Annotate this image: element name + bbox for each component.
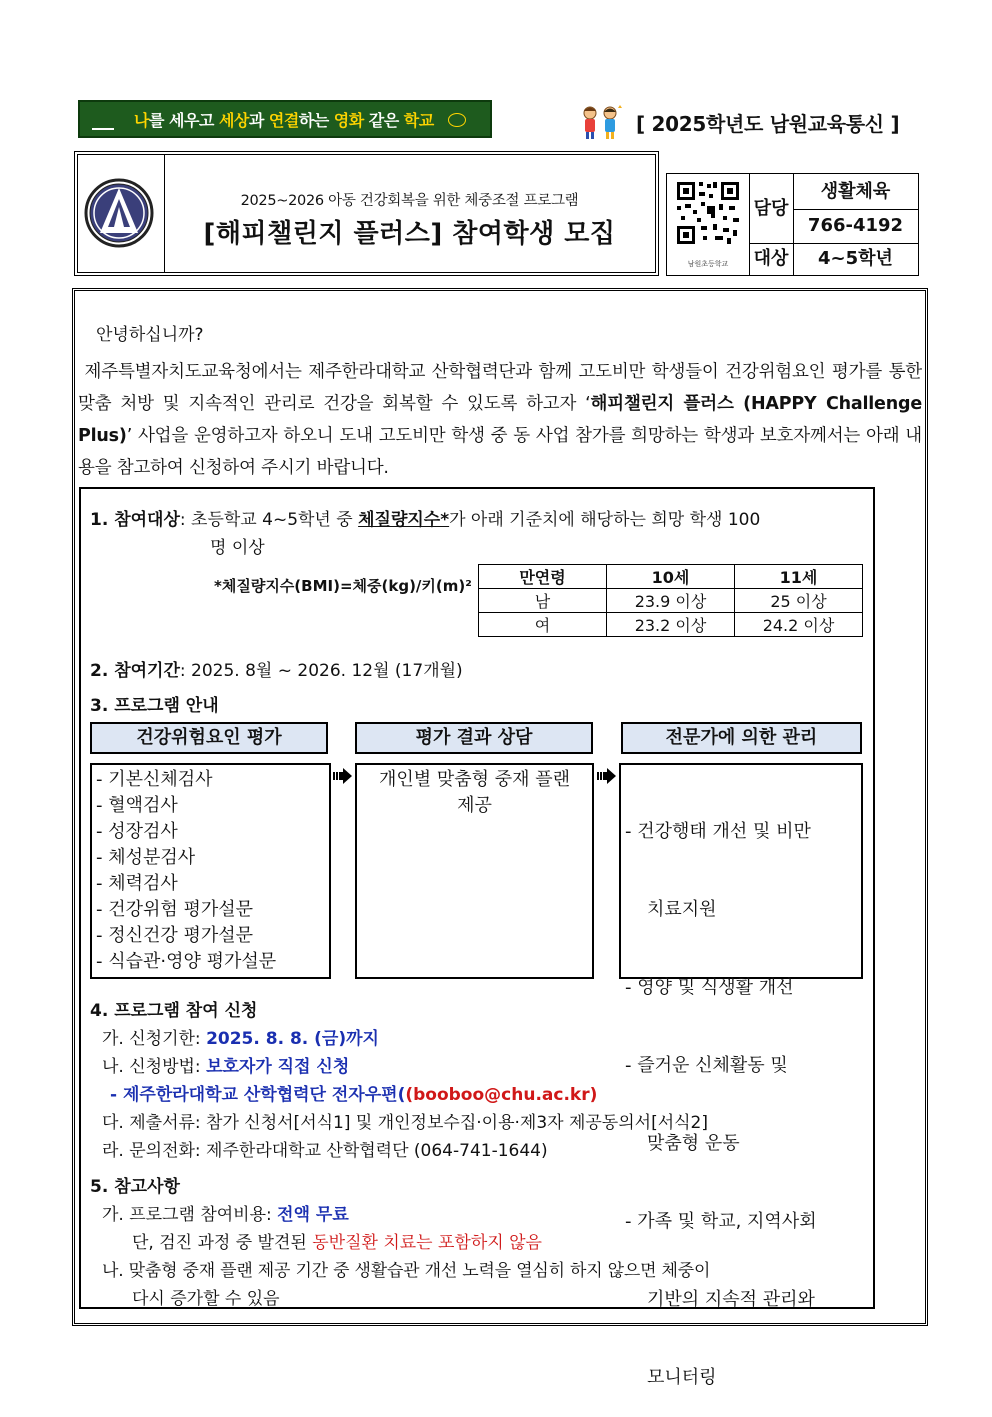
application-email: - 제주한라대학교 산학협력단 전자우편((booboo@chu.ac.kr): [110, 1085, 598, 1105]
arrow-right-icon: [333, 768, 353, 784]
table-cell: 24.2 이상: [735, 613, 863, 637]
section-5-heading: 5. 참고사항: [90, 1177, 180, 1197]
contact-info-box: [666, 173, 919, 276]
newsletter-title: [ 2025학년도 남원교육통신 ]: [636, 112, 900, 136]
list-item: - 기본신체검사: [96, 769, 213, 790]
section-2: 2. 참여기간: 2025. 8월 ~ 2026. 12월 (17개월): [90, 661, 463, 681]
list-item: - 정신건강 평가설문: [96, 925, 254, 946]
table-header-row: [479, 565, 863, 589]
required-documents: 다. 제출서류: 참가 신청서[서식1] 및 개인정보수집·이용·제3자 제공동의서[서식2]: [102, 1113, 708, 1133]
banner-underline: [92, 128, 114, 130]
weight-warning-line2: 다시 증가할 수 있음: [132, 1289, 280, 1309]
section-4-heading: 4. 프로그램 참여 신청: [90, 1001, 258, 1021]
table-header-cell: 만연령: [479, 565, 607, 589]
list-item: 개인별 맞춤형 중재 플랜: [378, 769, 571, 790]
intro-paragraph: 제주특별자치도교육청에서는 제주한라대학교 산학협력단과 함께 고도비만 학생들이 건강위험요인 평가를 통한 맞춤 처방 및 지속적인 관리로 건강을 회복할 수 있도록 하고자 ‘해피챌린지 플러스 (HAPPY Challenge Plus)’ 사업을 운영하고자 하오니 도내 고도비만 학생 중 동 사업 참가를 희망하는 학생과 보호자께서는 아래 내용을 참고하여 신청하여 주시기 바랍니다.: [78, 362, 922, 478]
qr-code-cell[interactable]: [667, 174, 750, 275]
charge-label: 담당: [749, 174, 794, 243]
program-step-1-list: [90, 763, 331, 979]
list-item: - 체력검사: [96, 873, 178, 894]
school-logo-cell: [78, 155, 165, 272]
target-value: 4~5학년: [818, 248, 893, 269]
email-link[interactable]: (booboo@chu.ac.kr): [405, 1085, 598, 1105]
section-1-line2: 명 이상: [210, 538, 265, 558]
table-cell: 25 이상: [735, 589, 863, 613]
weight-warning-line1: 나. 맞춤형 중재 플랜 제공 기간 중 생활습관 개선 노력을 열심히 하지 않으면 체중이: [102, 1261, 711, 1281]
title-box: [74, 151, 659, 276]
cost-note: 단, 검진 과정 중 발견된 동반질환 치료는 포함하지 않음: [132, 1233, 542, 1253]
table-cell: 여: [479, 613, 607, 637]
page-title: [해피챌린지 플러스] 참여학생 모집: [203, 219, 616, 249]
participation-cost: 가. 프로그램 참여비용: 전액 무료: [102, 1205, 349, 1225]
program-step-3-title: 전문가에 의한 관리: [621, 722, 862, 754]
table-header-cell: 11세: [735, 565, 863, 589]
bmi-criteria-table: [478, 564, 863, 637]
program-step-1-title: 건강위험요인 평가: [90, 722, 328, 754]
bmi-formula: *체질량지수(BMI)=체중(kg)/키(m)²: [214, 577, 472, 595]
inquiry-phone: 라. 문의전화: 제주한라대학교 산학협력단 (064-741-1644): [102, 1141, 548, 1161]
list-item: - 건강행태 개선 및 비만: [625, 821, 811, 842]
arrow-right-icon: [597, 768, 617, 784]
list-item: - 체성분검사: [96, 847, 196, 868]
program-step-2-list: [355, 763, 594, 979]
list-item: 치료지원: [647, 899, 717, 920]
school-motto-banner: [78, 100, 492, 138]
program-step-3-list: [619, 763, 863, 1388]
program-step-2-title: 평가 결과 상담: [355, 722, 593, 754]
table-row: [479, 613, 863, 637]
list-item: 맞춤형 운동: [647, 1133, 740, 1154]
application-deadline: 가. 신청기한: 2025. 8. 8. (금)까지: [102, 1029, 379, 1049]
program-subtitle: 2025~2026 아동 건강회복을 위한 체중조절 프로그램: [240, 193, 579, 209]
list-item: - 건강위험 평가설문: [96, 899, 254, 920]
list-item: 기반의 지속적 관리와: [647, 1289, 815, 1310]
list-item: - 즐거운 신체활동 및: [625, 1055, 788, 1076]
qr-caption: 남원초등학교: [687, 260, 729, 268]
kids-illustration-icon: [578, 104, 624, 140]
section-1-line1: 1. 참여대상: 초등학교 4~5학년 중 체질량지수*가 아래 기준치에 해당하는 희망 학생 100: [90, 510, 761, 530]
charge-value: 생활체육: [820, 181, 891, 202]
greeting: 안녕하십니까?: [96, 325, 204, 345]
list-item: 모니터링: [647, 1367, 717, 1388]
application-method: 나. 신청방법: 보호자가 직접 신청: [102, 1057, 350, 1077]
section-3-heading: 3. 프로그램 안내: [90, 696, 219, 716]
table-cell: 23.9 이상: [607, 589, 735, 613]
list-item: - 성장검사: [96, 821, 178, 842]
school-motto: 나를 세우고 세상과 연결하는 영화 같은 학교: [134, 111, 434, 130]
speech-bubble-icon: [448, 113, 466, 127]
table-header-cell: 10세: [607, 565, 735, 589]
list-item: - 혈액검사: [96, 795, 178, 816]
list-item: - 가족 및 학교, 지역사회: [625, 1211, 817, 1232]
contact-phone: 766-4192: [807, 215, 904, 236]
table-row: [479, 589, 863, 613]
list-item: 제공: [457, 795, 492, 816]
table-cell: 23.2 이상: [607, 613, 735, 637]
school-emblem-icon: [78, 155, 164, 272]
target-label: 대상: [749, 243, 794, 275]
qr-code-icon[interactable]: [667, 174, 749, 254]
list-item: - 영양 및 식생활 개선: [625, 977, 794, 998]
table-cell: 남: [479, 589, 607, 613]
list-item: - 식습관·영양 평가설문: [96, 951, 277, 972]
